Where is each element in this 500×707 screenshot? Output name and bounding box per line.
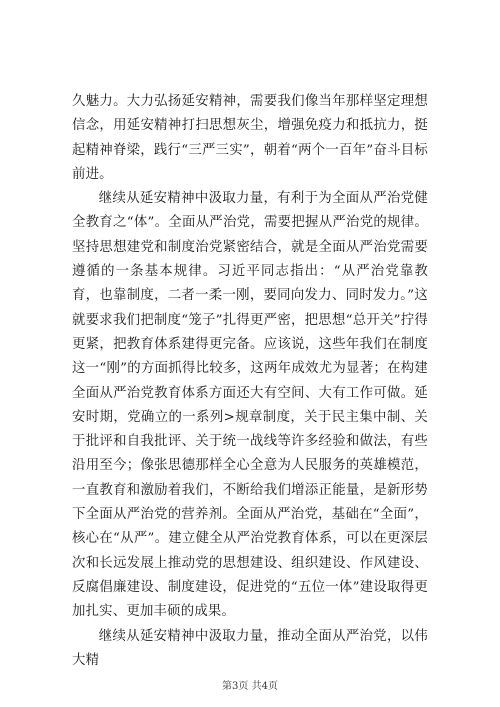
paragraph-2: 继续从延安精神中汲取力量，有利于为全面从严治党健全教育之“体”。全面从严治党，需要把握从严治党的规律。坚持思想建党和制度治党紧密结合，就是全面从严治党需要遵循的一条基本规律。习近平同志指出：“从严治党靠教育，也靠制度，二者一柔一刚，要同向发力、同时发力。”这就要求我们把制度“笼子”扎得更严密，把思想“总开关”拧得更紧，把教育体系建得更完备。应该说，这些年我们在制度这一“刚”的方面抓得比较多，这两年成效尤为显著；在构建全面从严治党教育体系方面还大有空间、大有工作可做。延安时期，党确立的一系列>规章制度，关于民主集中制、关于批评和自我批评、关于统一战线等许多经验和做法，有些沿用至今；像张思德那样全心全意为人民服务的英雄模范，一直教育和激励着我们，不断给我们增添正能量，是新形势下全面从严治党的营养剂。全面从严治党，基础在“全面”，核心在“从严”。建立健全从严治党教育体系，可以在更深层次和长远发展上推动党的思想建设、组织建设、作风建设、反腐倡廉建设、制度建设，促进党的“五位一体”建设取得更加扎实、更加丰硕的成果。 [72,191,428,620]
paragraph-3: 继续从延安精神中汲取力量，推动全面从严治党，以伟大精 [72,628,428,668]
document-body [72,90,428,673]
paragraph-1: 久魅力。大力弘扬延安精神，需要我们像当年那样坚定理想信念，用延安精神打扫思想灰尘，增强免疫力和抵抗力，挺起精神脊梁，践行“三严三实”，朝着“两个一百年”奋斗目标前进。 [72,94,428,182]
page-number-footer: 第3页 共4页 [222,681,278,692]
